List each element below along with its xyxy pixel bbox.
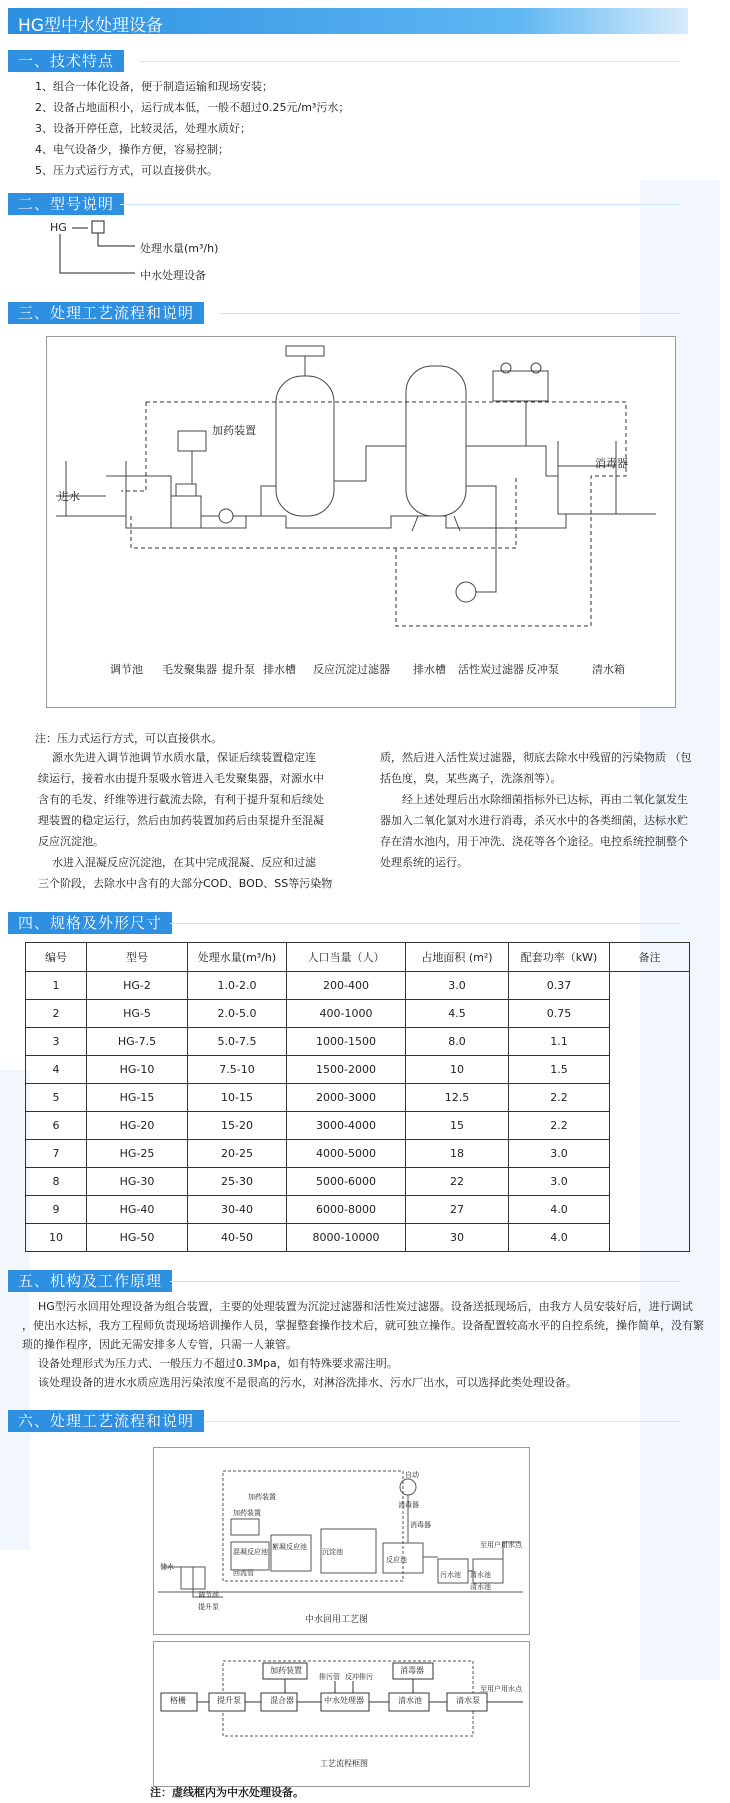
flow-box-label: 混合器	[270, 1696, 294, 1705]
feature-item: 1、组合一体化设备，便于制造运输和现场安装；	[35, 80, 273, 93]
diagram-label: 调节池	[110, 663, 143, 676]
section-rule	[170, 1281, 680, 1282]
flow-box-label: 格栅	[170, 1696, 186, 1705]
diagram1-label: 至用户用水点	[480, 1541, 522, 1549]
text-line: 器加入二氧化氯对水进行消毒，杀灭水中的各类细菌，达标水贮	[380, 814, 688, 827]
table-cell: 15-20	[188, 1112, 287, 1140]
text-line: 含有的毛发、纤维等进行截流去除，有利于提升泵和后续处	[38, 793, 324, 806]
diagram1-label: 消毒器	[410, 1521, 431, 1529]
feature-item: 5、压力式运行方式，可以直接供水。	[35, 164, 218, 177]
section-rule	[220, 313, 680, 314]
diagram-label: 提升泵	[222, 663, 255, 676]
flow-box-label: 加药装置	[270, 1666, 302, 1675]
table-row	[26, 1224, 690, 1252]
table-cell: 4	[26, 1056, 87, 1084]
table-cell: 27	[406, 1196, 509, 1224]
text-line: 水进入混凝反应沉淀池，在其中完成混凝、反应和过滤	[52, 856, 316, 869]
table-cell: 5000-6000	[287, 1168, 406, 1196]
dashed-box-note: 注：虚线框内为中水处理设备。	[150, 1786, 304, 1799]
section-heading-4: 四、规格及外形尺寸	[8, 912, 172, 934]
table-cell: HG-2	[87, 972, 188, 1000]
flow-end-label: 至用户用水点	[480, 1685, 522, 1693]
flow-box-label: 清水泵	[456, 1696, 480, 1705]
table-cell: 8	[26, 1168, 87, 1196]
diagram1-label: 消毒器	[398, 1501, 419, 1509]
table-cell: 200-400	[287, 972, 406, 1000]
diagram1-label: 加药装置	[248, 1493, 276, 1501]
section-rule	[140, 61, 680, 62]
table-cell: 3.0	[509, 1168, 610, 1196]
diagram-label: 反冲泵	[526, 663, 559, 676]
flow-label: 处理水量(m³/h)	[140, 242, 219, 255]
diagram-label: 反应沉淀过滤器	[313, 663, 390, 676]
table-cell: 2.2	[509, 1084, 610, 1112]
text-line: 续运行，接着水由提升泵吸水管进入毛发聚集器，对源水中	[38, 772, 324, 785]
table-cell: 20-25	[188, 1140, 287, 1168]
diagram1-label: 加药装置	[233, 1509, 261, 1517]
diagram1-label: 清水池	[470, 1583, 491, 1591]
dosing-label: 加药装置	[212, 424, 256, 437]
section-heading-3: 三、处理工艺流程和说明	[8, 302, 204, 324]
text-line: 理装置的稳定运行，然后由加药装置加药后由泵提升至混凝	[38, 814, 324, 827]
flow-box-label: 提升泵	[217, 1696, 241, 1705]
table-cell: 25-30	[188, 1168, 287, 1196]
diagram1-label: 清水池	[470, 1571, 491, 1579]
table-cell: HG-50	[87, 1224, 188, 1252]
feature-item: 2、设备占地面积小，运行成本低，一般不超过0.25元/m³污水；	[35, 101, 350, 114]
table-cell: 8000-10000	[287, 1224, 406, 1252]
table-cell: HG-20	[87, 1112, 188, 1140]
section-heading-1: 一、技术特点	[8, 50, 124, 72]
page-title: HG型中水处理设备	[18, 16, 163, 36]
equip-label: 中水处理设备	[140, 269, 206, 282]
header-cell: 处理水量(m³/h)	[188, 943, 287, 972]
table-cell: 1500-2000	[287, 1056, 406, 1084]
diagram-label: 毛发聚集器	[162, 663, 217, 676]
section-heading-6: 六、处理工艺流程和说明	[8, 1410, 204, 1432]
section-heading-5: 五、机构及工作原理	[8, 1270, 172, 1292]
flow-small-label: 反冲排污	[345, 1673, 373, 1681]
text-line: 源水先进入调节池调节水质水量，保证后续装置稳定连	[52, 751, 316, 764]
table-cell: 3.0	[509, 1140, 610, 1168]
diagram1-label: 自动	[405, 1471, 419, 1479]
table-cell: 1	[26, 972, 87, 1000]
principle-text	[22, 1297, 722, 1392]
text-line: 反应沉淀池。	[38, 835, 104, 848]
table-cell: 5	[26, 1084, 87, 1112]
table-cell: 7	[26, 1140, 87, 1168]
diagram1-label: 提升泵	[198, 1603, 219, 1611]
table-cell: 12.5	[406, 1084, 509, 1112]
header-cell: 备注	[610, 943, 690, 972]
flow-small-label: 排污管	[319, 1673, 340, 1681]
diagram1-label: 调节池	[198, 1591, 219, 1599]
table-cell: HG-10	[87, 1056, 188, 1084]
table-cell: 22	[406, 1168, 509, 1196]
table-cell: 15	[406, 1112, 509, 1140]
process-note: 注：压力式运行方式，可以直接供水。	[35, 732, 222, 745]
table-cell: 7.5-10	[188, 1056, 287, 1084]
table-cell: 4.0	[509, 1224, 610, 1252]
diagram-label: 排水槽	[263, 663, 296, 676]
header-cell: 编号	[26, 943, 87, 972]
table-cell: 2.2	[509, 1112, 610, 1140]
table-cell: 30-40	[188, 1196, 287, 1224]
diagram1-label: 回流管	[233, 1569, 254, 1577]
table-cell: 0.75	[509, 1000, 610, 1028]
diagram1-label: 絮凝反应池	[272, 1543, 307, 1551]
header-cell: 人口当量（人）	[287, 943, 406, 972]
table-cell: 1.5	[509, 1056, 610, 1084]
text-line: HG型污水回用处理设备为组合装置，主要的处理装置为沉淀过滤器和活性炭过滤器。设备送抵现场后，由我方人员安装好后，进行调试	[38, 1300, 693, 1313]
spec-table	[25, 942, 690, 1252]
table-cell: 3.0	[406, 972, 509, 1000]
section-heading-2: 二、型号说明	[8, 193, 124, 215]
table-header-row	[26, 943, 690, 972]
section-rule	[120, 204, 680, 205]
diagram1-label: 反应池	[386, 1556, 407, 1564]
table-cell: HG-30	[87, 1168, 188, 1196]
header-cell: 占地面积 (m²)	[406, 943, 509, 972]
text-line: 三个阶段，去除水中含有的大部分COD、BOD、SS等污染物	[38, 877, 333, 890]
diagram1-label: 混凝反应池	[233, 1548, 268, 1556]
model-prefix: HG	[50, 221, 67, 234]
table-row	[26, 1056, 690, 1084]
table-cell: 4000-5000	[287, 1140, 406, 1168]
text-line: 琐的操作程序，因此无需安排多人专管，只需一人兼管。	[22, 1338, 297, 1351]
table-cell: 2	[26, 1000, 87, 1028]
text-line: 质，然后进入活性炭过滤器，彻底去除水中残留的污染物质 （包	[380, 751, 692, 764]
table-cell: 0.37	[509, 972, 610, 1000]
process-paragraph-left	[38, 747, 338, 894]
table-row	[26, 1000, 690, 1028]
table-row	[26, 972, 690, 1000]
spec-table-body	[26, 972, 690, 1252]
table-cell: 10	[406, 1056, 509, 1084]
table-cell: HG-25	[87, 1140, 188, 1168]
table-cell: 3	[26, 1028, 87, 1056]
diagram1-label: 污水池	[440, 1571, 461, 1579]
table-cell: HG-40	[87, 1196, 188, 1224]
flow-box-label: 中水处理器	[324, 1696, 364, 1705]
header-cell: 型号	[87, 943, 188, 972]
table-row	[26, 1140, 690, 1168]
table-cell: 3000-4000	[287, 1112, 406, 1140]
table-cell: 4.5	[406, 1000, 509, 1028]
table-cell: 2000-3000	[287, 1084, 406, 1112]
diagram-label: 活性炭过滤器	[458, 663, 524, 676]
process-paragraph-right	[380, 747, 700, 873]
text-line: 存在清水池内，用于冲洗、浇花等各个途径。电控系统控制整个	[380, 835, 688, 848]
table-cell: 18	[406, 1140, 509, 1168]
table-cell: 30	[406, 1224, 509, 1252]
table-cell: 4.0	[509, 1196, 610, 1224]
table-cell: 6000-8000	[287, 1196, 406, 1224]
flowchart-caption: 工艺流程框图	[320, 1759, 368, 1768]
feature-item: 3、设备开停任意，比较灵活，处理水质好；	[35, 122, 251, 135]
text-line: 设备处理形式为压力式、一般压力不超过0.3Mpa，如有特殊要求需注明。	[38, 1357, 398, 1370]
table-cell: 9	[26, 1196, 87, 1224]
diagram1-caption: 中水回用工艺图	[305, 1615, 369, 1625]
flow-box-label: 清水池	[398, 1696, 422, 1705]
table-cell: 1.0-2.0	[188, 972, 287, 1000]
text-line: 括色度，臭，某些离子，洗涤剂等）。	[380, 772, 562, 785]
diagram1-label: 沉淀池	[322, 1548, 343, 1556]
table-row	[26, 1028, 690, 1056]
flow-box-label: 消毒器	[400, 1666, 424, 1675]
table-cell: 2.0-5.0	[188, 1000, 287, 1028]
table-cell: 400-1000	[287, 1000, 406, 1028]
table-row	[26, 1112, 690, 1140]
table-cell: 5.0-7.5	[188, 1028, 287, 1056]
text-line: 经上述处理后出水除细菌指标外已达标，再由二氧化氯发生	[402, 793, 688, 806]
table-cell: HG-5	[87, 1000, 188, 1028]
text-line: 该处理设备的进水水质应选用污染浓度不是很高的污水，对淋浴洗排水、污水厂出水，可以选择此类处理设备。	[38, 1376, 577, 1389]
table-row	[26, 1196, 690, 1224]
diagram-label: 清水箱	[592, 663, 625, 676]
table-row	[26, 1084, 690, 1112]
table-cell: 8.0	[406, 1028, 509, 1056]
text-line: 处理系统的运行。	[380, 856, 468, 869]
diagram1-label: 储水	[160, 1563, 174, 1571]
table-cell: 40-50	[188, 1224, 287, 1252]
inlet-label: 进水	[58, 490, 80, 503]
table-row	[26, 1168, 690, 1196]
remarks-cell	[610, 972, 690, 1252]
section-rule	[170, 923, 680, 924]
table-cell: 10-15	[188, 1084, 287, 1112]
table-cell: HG-7.5	[87, 1028, 188, 1056]
table-cell: HG-15	[87, 1084, 188, 1112]
table-cell: 6	[26, 1112, 87, 1140]
header-cell: 配套功率（kW)	[509, 943, 610, 972]
diagram-label: 排水槽	[413, 663, 446, 676]
section-rule	[205, 1421, 680, 1422]
table-cell: 1000-1500	[287, 1028, 406, 1056]
table-cell: 10	[26, 1224, 87, 1252]
process-flow-diagram	[46, 336, 674, 706]
table-cell: 1.1	[509, 1028, 610, 1056]
disinfector-label: 消毒器	[595, 457, 628, 470]
text-line: ，使出水达标，我方工程师负责现场培训操作人员，掌握整套操作技术后，就可独立操作。设备配置较高水平的自控系统，操作简单，没有繁	[22, 1319, 704, 1332]
feature-item: 4、电气设备少，操作方便，容易控制；	[35, 143, 229, 156]
